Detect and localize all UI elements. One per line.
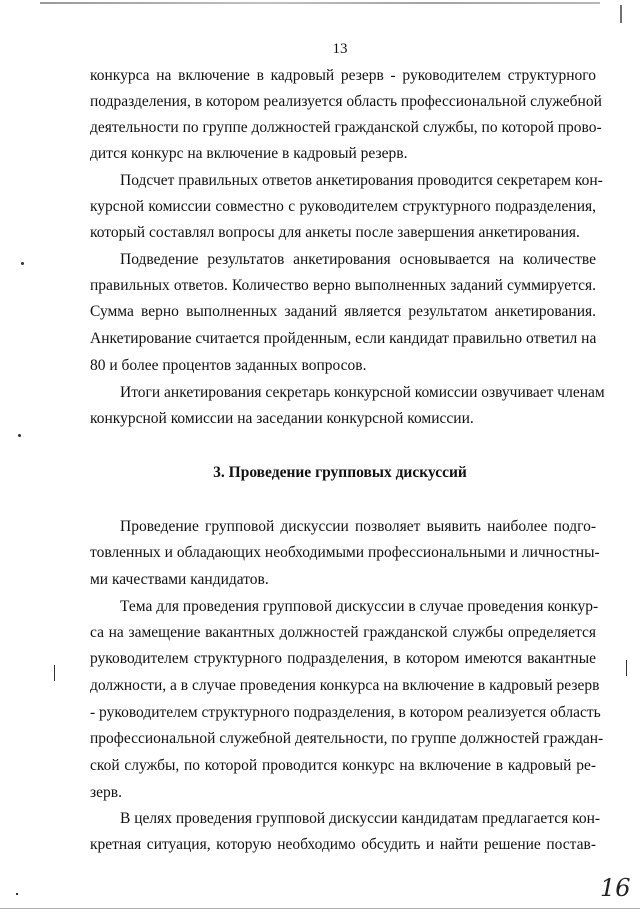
- handwritten-sheet-number: 16: [600, 874, 631, 902]
- scan-mark: [626, 660, 627, 676]
- scan-mark: [620, 5, 622, 23]
- scan-speck: [18, 434, 21, 437]
- text-line: ской службы, по которой проводится конкурс на включение в кадровый ре-: [90, 757, 596, 774]
- text-line: правильных ответов. Количество верно выполненных заданий суммируется.: [90, 277, 596, 294]
- text-line: профессиональной служебной деятельности, по группе должностей граждан-: [90, 730, 604, 747]
- section-heading: 3. Проведение групповых дискуссий: [213, 464, 467, 481]
- scan-bottom-border: [0, 908, 640, 909]
- text-line: Проведение групповой дискуссии позволяет выявить наиболее подго-: [120, 518, 596, 535]
- text-line: Итоги анкетирования секретарь конкурсной комиссии озвучивает членам: [120, 384, 605, 401]
- text-line: - руководителем структурного подразделения, в котором реализуется область: [90, 704, 601, 721]
- text-line: Подсчет правильных ответов анкетирования проводится секретарем кон-: [120, 172, 603, 189]
- scan-speck: [16, 893, 18, 895]
- text-line: Анкетирование считается пройденным, если кандидат правильно ответил на: [90, 330, 597, 347]
- text-line: кретная ситуация, которую необходимо обсудить и найти решение постав-: [90, 836, 596, 853]
- scan-mark: [54, 665, 55, 681]
- text-line: ми качествами кандидатов.: [90, 571, 269, 588]
- scan-speck: [21, 262, 24, 265]
- text-line: руководителем структурного подразделения, в котором имеются вакантные: [90, 650, 596, 667]
- text-line: товленных и обладающих необходимыми профессиональными и личностны-: [90, 544, 600, 561]
- text-line: должности, а в случае проведения конкурса на включение в кадровый резерв: [90, 677, 600, 694]
- text-line: Тема для проведения групповой дискуссии в случае проведения конкур-: [120, 598, 599, 615]
- text-line: зерв.: [90, 784, 122, 801]
- text-line: са на замещение вакантных должностей гражданской службы определяется: [90, 624, 596, 641]
- text-line: 80 и более процентов заданных вопросов.: [90, 357, 367, 374]
- text-line: Подведение результатов анкетирования основывается на количестве: [120, 251, 596, 268]
- text-line: конкурсной комиссии на заседании конкурсной комиссии.: [90, 410, 474, 427]
- text-line: В целях проведения групповой дискуссии кандидатам предлагается кон-: [120, 810, 601, 827]
- text-line: который составлял вопросы для анкеты после завершения анкетирования.: [90, 224, 580, 241]
- page-number: 13: [332, 41, 348, 57]
- text-line: Сумма верно выполненных заданий является результатом анкетирования.: [90, 303, 596, 320]
- text-line: дится конкурс на включение в кадровый резерв.: [90, 145, 408, 162]
- scan-top-border: [40, 2, 600, 4]
- text-line: подразделения, в котором реализуется область профессиональной служебной: [90, 93, 602, 110]
- text-line: конкурса на включение в кадровый резерв - руководителем структурного: [90, 67, 596, 84]
- text-line: курсной комиссии совместно с руководителем структурного подразделения,: [90, 198, 596, 215]
- text-line: деятельности по группе должностей гражданской службы, по которой прово-: [90, 119, 602, 136]
